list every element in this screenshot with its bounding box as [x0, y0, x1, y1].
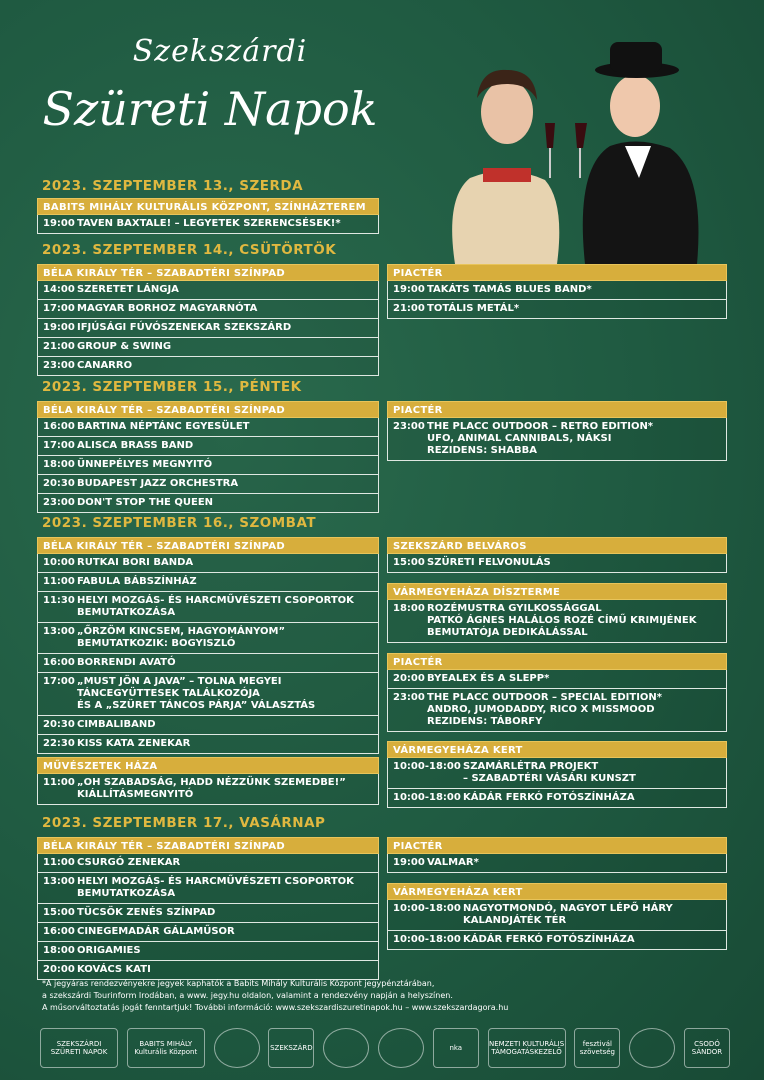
schedule-row: [387, 600, 727, 643]
schedule-program: IFJÚSÁGI FÚVÓSZENEKAR SZEKSZÁRD: [77, 322, 292, 333]
schedule-program: TAVEN BAXTALE! – LEGYETEK SZERENCSÉSEK!*: [77, 218, 341, 229]
schedule-time: 19:00: [43, 218, 75, 229]
schedule-program: KÁDÁR FERKÓ FOTÓSZÍNHÁZA: [463, 934, 635, 945]
schedule-time: 20:00: [43, 964, 75, 975]
schedule-row: [37, 300, 379, 319]
sponsor-logo: [214, 1028, 260, 1068]
schedule-time: 11:00: [43, 857, 75, 868]
schedule-time: 10:00-18:00: [393, 934, 461, 945]
schedule-row: [37, 923, 379, 942]
schedule-program: KOVÁCS KATI: [77, 964, 151, 975]
schedule-time: 13:00: [43, 626, 75, 637]
venue-header: PIACTÉR: [387, 653, 727, 670]
schedule-time: 22:30: [43, 738, 75, 749]
schedule-time: 20:30: [43, 478, 75, 489]
schedule-row: [37, 281, 379, 300]
schedule-time: 15:00: [393, 557, 425, 568]
block-14b: [387, 264, 727, 319]
schedule-program: KISS KATA ZENEKAR: [77, 738, 191, 749]
schedule-program: ORIGAMIES: [77, 945, 141, 956]
schedule-row: [387, 670, 727, 689]
block-16c: [387, 583, 727, 643]
schedule-program: BUDAPEST JAZZ ORCHESTRA: [77, 478, 239, 489]
venue-header: MŰVÉSZETEK HÁZA: [37, 757, 379, 774]
sponsor-logo: CSODÓ SÁNDOR: [684, 1028, 730, 1068]
schedule-row: [37, 716, 379, 735]
schedule-time: 16:00: [43, 926, 75, 937]
block-16b: [387, 537, 727, 573]
sponsor-logo: SZEKSZÁRDI SZÜRETI NAPOK: [40, 1028, 118, 1068]
block-14a: [37, 264, 379, 376]
block-17b: [387, 837, 727, 873]
schedule-row: [37, 437, 379, 456]
schedule-row: [387, 281, 727, 300]
venue-header: BÉLA KIRÁLY TÉR – SZABADTÉRI SZÍNPAD: [37, 401, 379, 418]
schedule-time: 19:00: [393, 857, 425, 868]
sponsor-logos: [40, 1024, 730, 1072]
schedule-time: 19:00: [43, 322, 75, 333]
day-heading-13: 2023. SZEPTEMBER 13., SZERDA: [42, 178, 304, 194]
schedule-row: [37, 357, 379, 376]
schedule-program: DON'T STOP THE QUEEN: [77, 497, 214, 508]
block-13: [37, 198, 379, 234]
schedule-program: BORRENDI AVATÓ: [77, 657, 176, 668]
schedule-time: 19:00: [393, 284, 425, 295]
schedule-program: VALMAR*: [427, 857, 479, 868]
title-small: Szekszárdi: [132, 34, 308, 69]
schedule-row: [387, 418, 727, 461]
schedule-time: 20:30: [43, 719, 75, 730]
schedule-row: [37, 319, 379, 338]
sponsor-logo: [629, 1028, 675, 1068]
schedule-time: 11:00: [43, 777, 75, 788]
schedule-program: CANARRO: [77, 360, 133, 371]
schedule-time: 11:30: [43, 595, 75, 606]
venue-header: VÁRMEGYEHÁZA KERT: [387, 883, 727, 900]
schedule-program: TOTÁLIS METÁL*: [427, 303, 520, 314]
schedule-program: FABULA BÁBSZÍNHÁZ: [77, 576, 197, 587]
schedule-program: GROUP & SWING: [77, 341, 172, 352]
footer-line-1: *A jegyáras rendezvényekre jegyek kaphatók a Babits Mihály Kulturális Központ jegypénztárában,: [42, 979, 435, 988]
schedule-row: [387, 758, 727, 789]
schedule-program: SZAMÁRLÉTRA PROJEKT – SZABADTÉRI VÁSÁRI KUNSZT: [463, 761, 636, 784]
schedule-row: [37, 623, 379, 654]
block-15a: [37, 401, 379, 513]
schedule-row: [37, 735, 379, 754]
schedule-row: [387, 931, 727, 950]
sponsor-logo: BABITS MIHÁLY Kulturális Központ: [127, 1028, 205, 1068]
schedule-time: 16:00: [43, 657, 75, 668]
schedule-row: [387, 900, 727, 931]
schedule-program: ALISCA BRASS BAND: [77, 440, 194, 451]
schedule-row: [37, 554, 379, 573]
schedule-program: „ŐRZÖM KINCSEM, HAGYOMÁNYOM” BEMUTATKOZIK: BOGYISZLÓ: [77, 626, 286, 649]
day-heading-17: 2023. SZEPTEMBER 17., VASÁRNAP: [42, 815, 326, 831]
schedule-time: 23:00: [43, 360, 75, 371]
schedule-program: CSURGÓ ZENEKAR: [77, 857, 181, 868]
block-16a: [37, 537, 379, 754]
sponsor-logo: [323, 1028, 369, 1068]
venue-header: BÉLA KIRÁLY TÉR – SZABADTÉRI SZÍNPAD: [37, 837, 379, 854]
venue-header: PIACTÉR: [387, 401, 727, 418]
schedule-row: [37, 774, 379, 805]
schedule-time: 21:00: [43, 341, 75, 352]
schedule-program: SZERETET LÁNGJA: [77, 284, 179, 295]
schedule-program: BARTINA NÉPTÁNC EGYESÜLET: [77, 421, 250, 432]
block-15b: [387, 401, 727, 461]
schedule-row: [37, 904, 379, 923]
schedule-program: HELYI MOZGÁS- ÉS HARCMŰVÉSZETI CSOPORTOK BEMUTATKOZÁSA: [77, 595, 354, 618]
block-16e: [387, 741, 727, 808]
schedule-program: BYEALEX ÉS A SLEPP*: [427, 673, 550, 684]
venue-header: VÁRMEGYEHÁZA DÍSZTERME: [387, 583, 727, 600]
sponsor-logo: NEMZETI KULTURÁLIS TÁMOGATÁSKEZELŐ: [488, 1028, 566, 1068]
schedule-row: [37, 573, 379, 592]
schedule-program: THE PLACC OUTDOOR – SPECIAL EDITION* ANDRO, JUMODADDY, RICO X MISSMOOD REZIDENS: TÁBORFY: [427, 692, 663, 727]
schedule-program: TAKÁTS TAMÁS BLUES BAND*: [427, 284, 592, 295]
schedule-program: „MUST JÖN A JAVA” – TOLNA MEGYEI TÁNCEGYÜTTESEK TALÁLKOZÓJA ÉS A „SZÜRET TÁNCOS PÁRJA” VÁLASZTÁS: [77, 676, 316, 711]
schedule-time: 18:00: [393, 603, 425, 614]
venue-header: PIACTÉR: [387, 264, 727, 281]
schedule-program: TÜCSÖK ZENÉS SZÍNPAD: [77, 907, 216, 918]
sponsor-logo: [378, 1028, 424, 1068]
schedule-time: 16:00: [43, 421, 75, 432]
schedule-row: [37, 654, 379, 673]
schedule-program: SZÜRETI FELVONULÁS: [427, 557, 551, 568]
schedule-row: [387, 854, 727, 873]
footer-line-2: a szekszárdi Tourinform Irodában, a www. jegy.hu oldalon, valamint a rendezvény napján a helyszínen.: [42, 991, 453, 1000]
block-16d: [387, 653, 727, 732]
schedule-row: [37, 418, 379, 437]
schedule-program: NAGYOTMONDÓ, NAGYOT LÉPŐ HÁRY KALANDJÁTÉK TÉR: [463, 903, 673, 926]
schedule-time: 11:00: [43, 576, 75, 587]
schedule-time: 20:00: [393, 673, 425, 684]
schedule-program: THE PLACC OUTDOOR – RETRO EDITION* UFO, ANIMAL CANNIBALS, NÁKSI REZIDENS: SHABBA: [427, 421, 654, 456]
schedule-program: ROZÉMUSTRA GYILKOSSÁGGAL PATKÓ ÁGNES HALÁLOS ROZÉ CÍMŰ KRIMIJÉNEK BEMUTATÓJA DEDIKÁLÁSSAL: [427, 603, 697, 638]
venue-header: BÉLA KIRÁLY TÉR – SZABADTÉRI SZÍNPAD: [37, 264, 379, 281]
venue-header: BÉLA KIRÁLY TÉR – SZABADTÉRI SZÍNPAD: [37, 537, 379, 554]
schedule-row: [37, 456, 379, 475]
footer-notes: [42, 978, 722, 1014]
schedule-row: [387, 789, 727, 808]
sponsor-logo: nka: [433, 1028, 479, 1068]
schedule-time: 23:00: [43, 497, 75, 508]
schedule-row: [387, 300, 727, 319]
schedule-row: [37, 494, 379, 513]
schedule-time: 10:00-18:00: [393, 761, 461, 772]
schedule-row: [37, 592, 379, 623]
schedule-row: [37, 475, 379, 494]
schedule-row: [387, 554, 727, 573]
schedule-program: MAGYAR BORHOZ MAGYARNÓTA: [77, 303, 258, 314]
schedule-row: [37, 673, 379, 716]
venue-header: SZEKSZÁRD BELVÁROS: [387, 537, 727, 554]
schedule-time: 18:00: [43, 459, 75, 470]
day-heading-16: 2023. SZEPTEMBER 16., SZOMBAT: [42, 515, 317, 531]
schedule-time: 15:00: [43, 907, 75, 918]
schedule-time: 23:00: [393, 421, 425, 432]
schedule-time: 10:00-18:00: [393, 792, 461, 803]
schedule-program: CINEGEMADÁR GÁLAMŰSOR: [77, 926, 235, 937]
schedule-row: [37, 873, 379, 904]
schedule-row: [37, 942, 379, 961]
schedule-program: CIMBALIBAND: [77, 719, 156, 730]
sponsor-logo: fesztivál szövetség: [574, 1028, 620, 1068]
venue-header: PIACTÉR: [387, 837, 727, 854]
block-17a: [37, 837, 379, 980]
venue-header: VÁRMEGYEHÁZA KERT: [387, 741, 727, 758]
schedule-time: 10:00-18:00: [393, 903, 461, 914]
title-big: Szüreti Napok: [42, 82, 378, 136]
schedule-time: 17:00: [43, 676, 75, 687]
sponsor-logo: SZEKSZÁRD: [268, 1028, 314, 1068]
schedule-program: ÜNNEPÉLYES MEGNYITÓ: [77, 459, 213, 470]
schedule-program: „OH SZABADSÁG, HADD NÉZZÜNK SZEMEDBE!” KIÁLLÍTÁSMEGNYITÓ: [77, 777, 346, 800]
schedule-program: KÁDÁR FERKÓ FOTÓSZÍNHÁZA: [463, 792, 635, 803]
schedule-program: RUTKAI BORI BANDA: [77, 557, 194, 568]
schedule-time: 17:00: [43, 440, 75, 451]
schedule-time: 21:00: [393, 303, 425, 314]
venue-header: BABITS MIHÁLY KULTURÁLIS KÖZPONT, SZÍNHÁZTEREM: [37, 198, 379, 215]
day-heading-14: 2023. SZEPTEMBER 14., CSÜTÖRTÖK: [42, 242, 337, 258]
schedule-time: 10:00: [43, 557, 75, 568]
day-heading-15: 2023. SZEPTEMBER 15., PÉNTEK: [42, 379, 302, 395]
schedule-time: 13:00: [43, 876, 75, 887]
schedule-row: [37, 338, 379, 357]
schedule-time: 23:00: [393, 692, 425, 703]
schedule-time: 18:00: [43, 945, 75, 956]
footer-line-3: A műsorváltoztatás jogát fenntartjuk! További információ: www.szekszardiszuretinapok.hu – www.szekszardagora.hu: [42, 1003, 509, 1012]
schedule-row: [37, 215, 379, 234]
schedule-time: 14:00: [43, 284, 75, 295]
block-16m: [37, 757, 379, 805]
couple-photo: [425, 28, 725, 264]
schedule-row: [387, 689, 727, 732]
schedule-program: HELYI MOZGÁS- ÉS HARCMŰVÉSZETI CSOPORTOK BEMUTATKOZÁSA: [77, 876, 354, 899]
block-17c: [387, 883, 727, 950]
schedule-row: [37, 854, 379, 873]
schedule-time: 17:00: [43, 303, 75, 314]
